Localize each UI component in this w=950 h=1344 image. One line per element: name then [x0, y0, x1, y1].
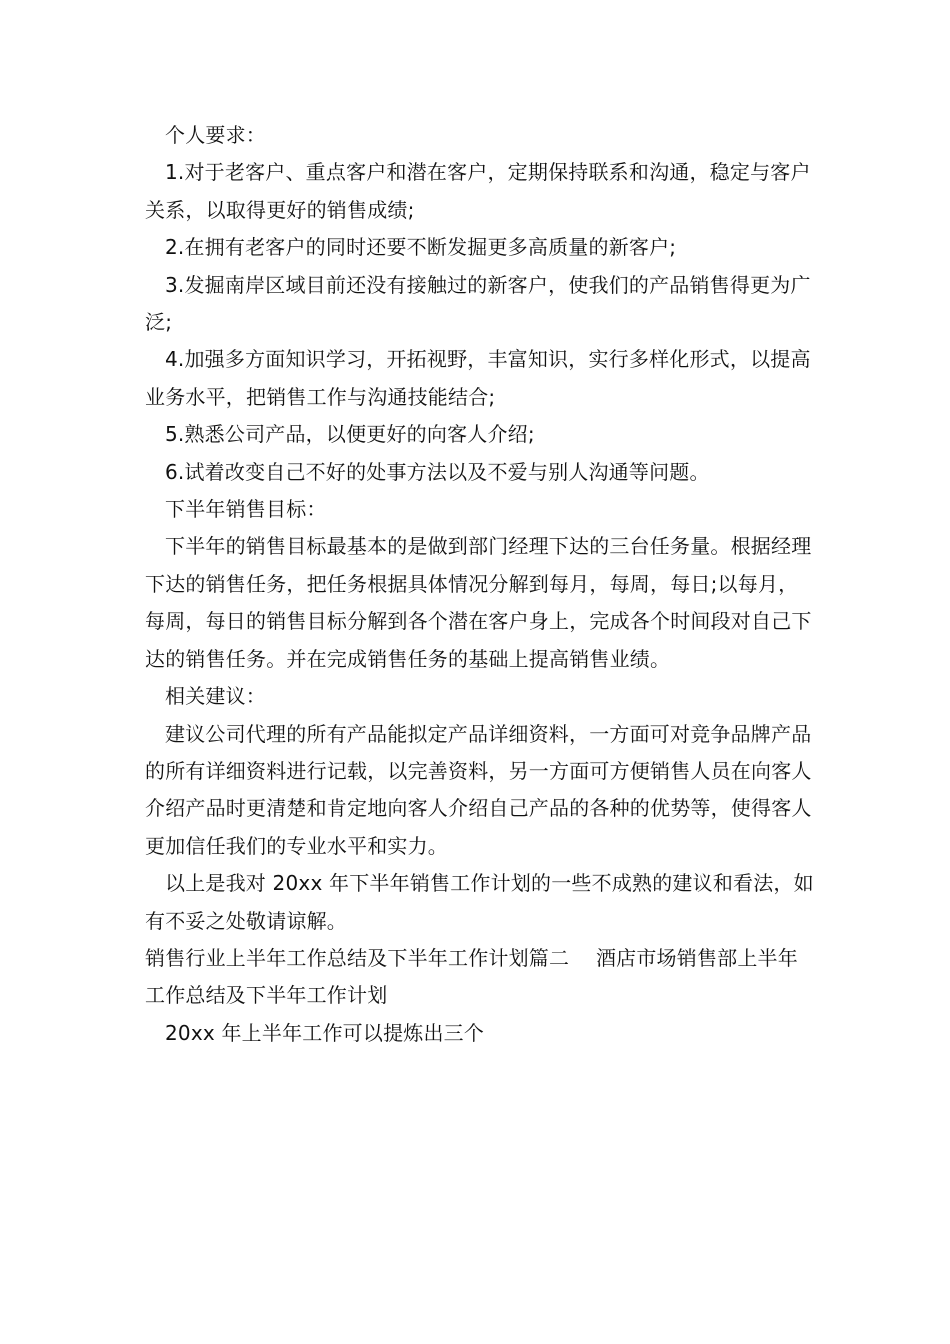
- body-paragraph: 20xx 年上半年工作可以提炼出三个: [165, 1020, 485, 1045]
- list-item: 1.对于老客户、重点客户和潜在客户，定期保持联系和沟通，稳定与客户关系，以取得更好的销售成绩;: [145, 160, 811, 222]
- list-item: 6.试着改变自己不好的处事方法以及不爱与别人沟通等问题。: [165, 459, 710, 484]
- list-item: 2.在拥有老客户的同时还要不断发掘更多高质量的新客户;: [165, 235, 677, 260]
- list-item: 3.发掘南岸区域目前还没有接触过的新客户，使我们的产品销售得更为广泛;: [145, 272, 811, 335]
- list-item: 4.加强多方面知识学习，开拓视野，丰富知识，实行多样化形式，以提高业务水平，把销售工作与沟通技能结合;: [145, 347, 811, 409]
- body-paragraph: 下半年的销售目标最基本的是做到部门经理下达的三台任务量。根据经理下达的销售任务，把任务根据具体情况分解到每月，每周，每日;以每月，每周，每日的销售目标分解到各个潜在客户身上，完成各个时间段对自己下达的销售任务。并在完成销售任务的基础上提高销售业绩。: [145, 534, 812, 671]
- article-title: 销售行业上半年工作总结及下半年工作计划篇二 酒店市场销售部上半年工作总结及下半年工作计划: [145, 945, 798, 1008]
- body-paragraph: 以上是我对 20xx 年下半年销售工作计划的一些不成熟的建议和看法，如有不妥之处敬请谅解。: [145, 871, 814, 933]
- document-body: [145, 117, 817, 1052]
- list-item: 5.熟悉公司产品，以便更好的向客人介绍;: [165, 422, 535, 447]
- section-heading-suggestions: 相关建议：: [165, 684, 266, 709]
- section-heading-sales-target: 下半年销售目标：: [165, 497, 327, 522]
- body-paragraph: 建议公司代理的所有产品能拟定产品详细资料，一方面可对竞争品牌产品的所有详细资料进行记载，以完善资料，另一方面可方便销售人员在向客人介绍产品时更清楚和肯定地向客人介绍自己产品的各种的优势等，使得客人更加信任我们的专业水平和实力。: [145, 721, 812, 858]
- section-heading-personal-requirements: 个人要求：: [165, 123, 266, 147]
